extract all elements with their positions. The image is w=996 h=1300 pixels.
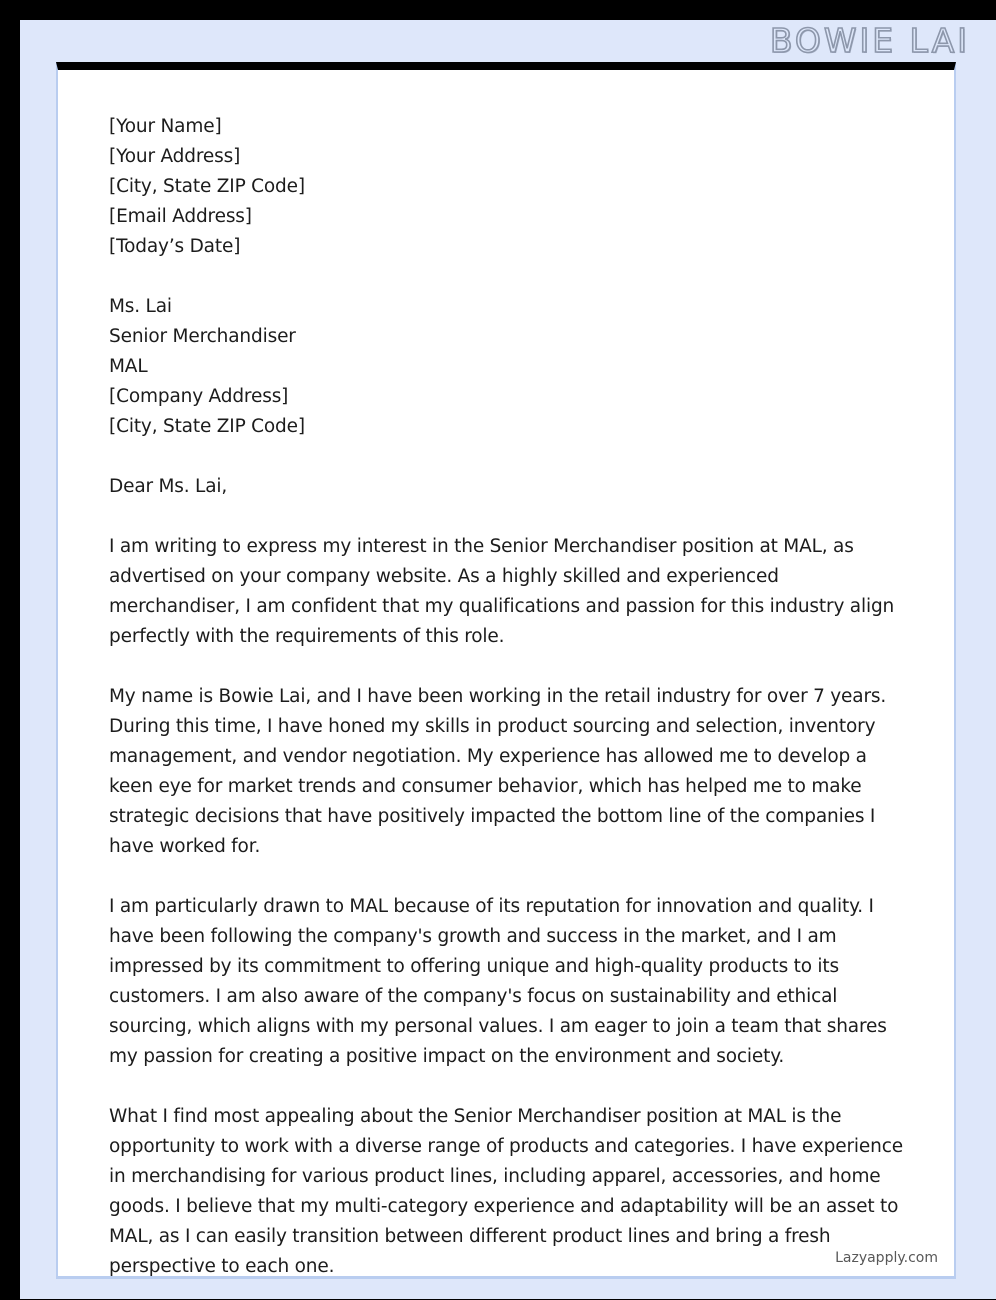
sender-line: [Today’s Date] [109, 236, 241, 257]
recipient-line: [City, State ZIP Code] [109, 416, 305, 437]
letterhead-banner [20, 20, 996, 62]
document-mat [20, 20, 996, 1299]
sender-line: [Email Address] [109, 206, 252, 227]
watermark-label: Lazyapply.com [835, 1250, 938, 1266]
recipient-line: MAL [109, 356, 148, 377]
sender-line: [City, State ZIP Code] [109, 176, 305, 197]
letter-paragraph: What I find most appealing about the Senior Merchandiser position at MAL is the opportunity to work with a diverse range of products and categories. I have experience in merchandising for various product lines, including apparel, accessories, and home goods. I believe that my multi-category experience and adaptability will be an asset to MAL, as I can easily transition between different product lines and bring a fresh perspective to each one. [109, 1106, 903, 1277]
sender-line: [Your Name] [109, 116, 222, 137]
letter-body [109, 112, 909, 1279]
letter-paragraph: I am particularly drawn to MAL because of its reputation for innovation and quality. I have been following the company's growth and success in the market, and I am impressed by its commitment to offering unique and high-quality products to its customers. I am also aware of the company's focus on sustainability and ethical sourcing, which aligns with my personal values. I am eager to join a team that shares my passion for creating a positive impact on the environment and society. [109, 896, 887, 1067]
sender-line: [Your Address] [109, 146, 241, 167]
salutation: Dear Ms. Lai, [109, 476, 228, 497]
letter-paragraph: I am writing to express my interest in the Senior Merchandiser position at MAL, as advertised on your company website. As a highly skilled and experienced merchandiser, I am confident that my qualifications and passion for this industry align perfectly with the requirements of this role. [109, 536, 895, 647]
recipient-line: [Company Address] [109, 386, 289, 407]
recipient-line: Ms. Lai [109, 296, 172, 317]
letter-page [56, 62, 956, 1279]
letter-paragraph: My name is Bowie Lai, and I have been working in the retail industry for over 7 years. During this time, I have honed my skills in product sourcing and selection, inventory management, and vendor negotiation. My experience has allowed me to develop a keen eye for market trends and consumer behavior, which has helped me to make strategic decisions that have positively impacted the bottom line of the companies I have worked for. [109, 686, 887, 857]
recipient-address-block [109, 292, 909, 442]
letterhead-name: BOWIE LAI [769, 21, 970, 60]
sender-address-block [109, 112, 909, 262]
recipient-line: Senior Merchandiser [109, 326, 296, 347]
